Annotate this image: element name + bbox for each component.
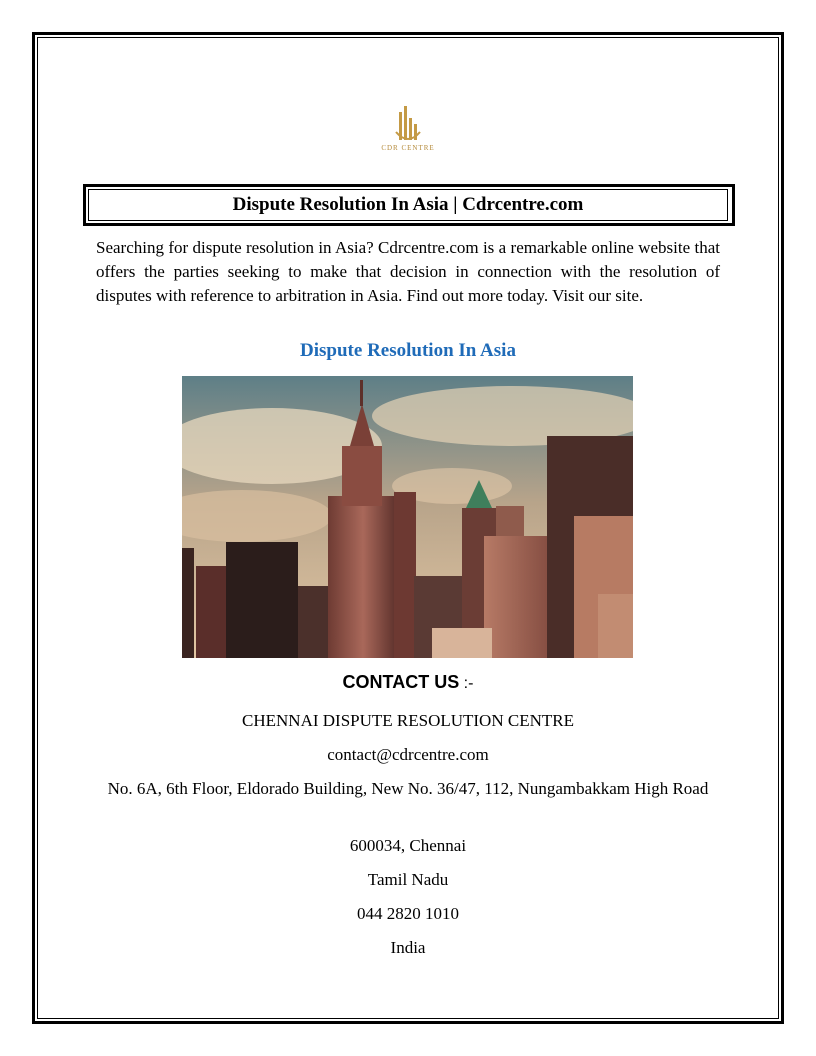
contact-email[interactable]: contact@cdrcentre.com bbox=[327, 745, 489, 764]
contact-postal: 600034, Chennai bbox=[349, 836, 467, 855]
contact-country: India bbox=[390, 938, 426, 957]
contact-phone[interactable]: 044 2820 1010 bbox=[357, 904, 459, 923]
cdr-logo bbox=[368, 106, 448, 162]
contact-address: No. 6A, 6th Floor, Eldorado Building, New No. 36/47, 112, Nungambakkam High Road bbox=[107, 779, 709, 798]
contact-heading bbox=[96, 672, 720, 693]
document-title: Dispute Resolution In Asia | Cdrcentre.com bbox=[232, 194, 584, 215]
contact-heading-separator: :- bbox=[459, 675, 474, 692]
contact-state: Tamil Nadu bbox=[367, 870, 449, 889]
contact-heading-label: CONTACT US bbox=[342, 672, 460, 692]
logo-text: CDR CENTRE bbox=[381, 144, 435, 152]
intro-paragraph: Searching for dispute resolution in Asia? Cdrcentre.com is a remarkable online website that offers the parties seeking to make that decision in connection with the resolution of disputes with reference to arbitration in Asia. Find out more today. Visit our site. bbox=[96, 238, 720, 305]
section-heading: Dispute Resolution In Asia bbox=[300, 340, 516, 361]
contact-organization: CHENNAI DISPUTE RESOLUTION CENTRE bbox=[242, 711, 574, 730]
city-skyline-image bbox=[182, 376, 633, 658]
title-box bbox=[88, 189, 728, 221]
cdr-building-logo-icon bbox=[393, 106, 423, 142]
